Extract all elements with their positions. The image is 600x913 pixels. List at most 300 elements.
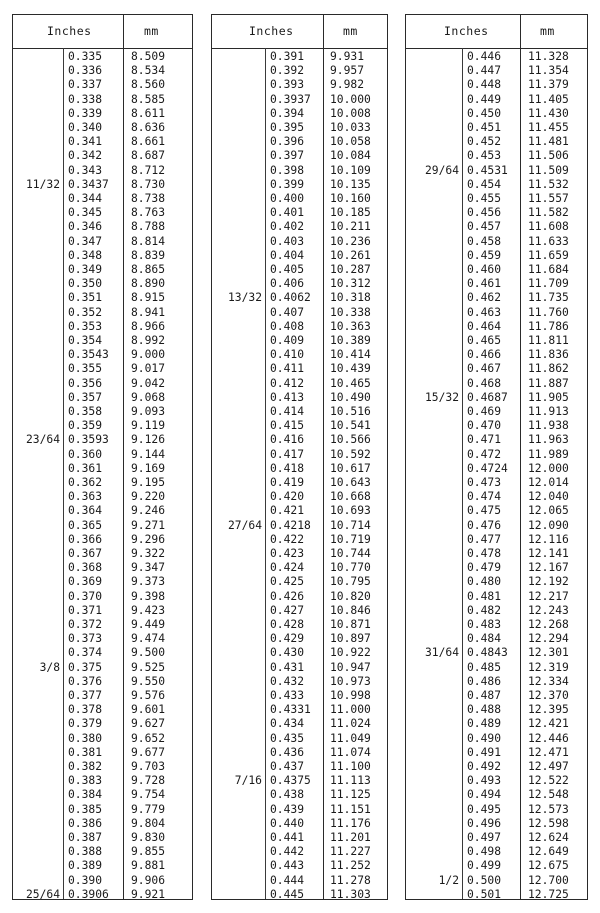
inches-header: Inches xyxy=(444,24,489,38)
table-row xyxy=(212,349,387,362)
inches-cell: 0.497 xyxy=(467,831,502,844)
table-row xyxy=(13,221,192,234)
inches-cell: 0.402 xyxy=(270,220,305,234)
fraction-cell: 3/8 xyxy=(39,660,60,674)
mm-cell: 8.712 xyxy=(131,163,166,177)
inches-cell: 0.440 xyxy=(270,816,305,830)
table-row xyxy=(13,463,192,476)
inches-cell: 0.483 xyxy=(467,618,502,631)
mm-cell: 10.617 xyxy=(330,461,371,475)
mm-cell: 11.786 xyxy=(528,319,569,333)
mm-cell: 9.677 xyxy=(131,745,166,759)
table-row xyxy=(212,463,387,476)
mm-cell: 9.703 xyxy=(131,760,166,773)
mm-cell: 11.328 xyxy=(528,50,569,63)
inches-cell: 0.4843 xyxy=(467,646,508,660)
inches-cell: 0.392 xyxy=(270,64,305,78)
mm-cell: 10.084 xyxy=(330,149,371,163)
fraction-cell: 7/16 xyxy=(234,774,262,788)
mm-cell: 8.585 xyxy=(131,92,166,106)
table-row xyxy=(13,747,192,760)
table-row xyxy=(212,307,387,320)
table-row xyxy=(212,122,387,135)
mm-cell: 9.347 xyxy=(131,561,166,575)
table-row xyxy=(212,363,387,376)
table-row xyxy=(13,832,192,845)
inches-cell: 0.400 xyxy=(270,192,305,205)
mm-cell: 12.319 xyxy=(528,660,569,674)
inches-cell: 0.421 xyxy=(270,504,305,518)
table-row xyxy=(212,420,387,433)
table-row xyxy=(406,221,587,234)
fraction-cell: 1/2 xyxy=(438,873,459,887)
table-row xyxy=(212,94,387,107)
table-row xyxy=(13,804,192,817)
inches-cell: 0.419 xyxy=(270,476,305,489)
table-row xyxy=(13,236,192,249)
table-row xyxy=(13,193,192,206)
inches-cell: 0.4331 xyxy=(270,703,311,717)
mm-cell: 9.000 xyxy=(131,348,166,362)
inches-cell: 0.347 xyxy=(68,234,103,248)
inches-cell: 0.3906 xyxy=(68,887,109,901)
mm-cell: 9.246 xyxy=(131,504,166,518)
mm-cell: 10.033 xyxy=(330,121,371,134)
mm-cell: 12.065 xyxy=(528,504,569,518)
table-row xyxy=(406,392,587,405)
mm-cell: 11.811 xyxy=(528,334,569,347)
inches-cell: 0.465 xyxy=(467,334,502,347)
mm-cell: 11.938 xyxy=(528,419,569,433)
mm-cell: 9.652 xyxy=(131,731,166,745)
table-header xyxy=(406,15,587,49)
mm-cell: 8.560 xyxy=(131,78,166,92)
mm-cell: 11.405 xyxy=(528,92,569,106)
table-row xyxy=(406,335,587,348)
inches-cell: 0.409 xyxy=(270,334,305,347)
mm-cell: 8.509 xyxy=(131,50,166,63)
mm-cell: 10.261 xyxy=(330,248,371,262)
table-row xyxy=(212,505,387,518)
inches-cell: 0.449 xyxy=(467,92,502,106)
inches-cell: 0.4687 xyxy=(467,390,508,404)
mm-cell: 8.534 xyxy=(131,64,166,78)
table-row xyxy=(406,65,587,78)
table-row xyxy=(212,562,387,575)
mm-cell: 11.506 xyxy=(528,149,569,163)
inches-cell: 0.428 xyxy=(270,618,305,631)
inches-cell: 0.434 xyxy=(270,717,305,731)
table-row xyxy=(406,747,587,760)
mm-cell: 10.135 xyxy=(330,177,371,191)
mm-cell: 9.068 xyxy=(131,390,166,404)
mm-cell: 9.982 xyxy=(330,78,365,92)
mm-cell: 11.113 xyxy=(330,774,371,788)
mm-cell: 10.338 xyxy=(330,305,371,319)
table-row xyxy=(13,207,192,220)
mm-cell: 11.455 xyxy=(528,121,569,134)
mm-cell: 10.770 xyxy=(330,561,371,575)
inches-cell: 0.438 xyxy=(270,788,305,802)
table-row xyxy=(212,647,387,660)
table-row xyxy=(13,591,192,604)
mm-cell: 11.201 xyxy=(330,831,371,844)
table-row xyxy=(13,647,192,660)
inches-cell: 0.469 xyxy=(467,405,502,418)
inches-cell: 0.467 xyxy=(467,362,502,376)
inches-cell: 0.383 xyxy=(68,774,103,788)
inches-cell: 0.450 xyxy=(467,106,502,120)
mm-cell: 9.550 xyxy=(131,674,166,688)
table-row xyxy=(406,548,587,561)
mm-cell: 9.144 xyxy=(131,447,166,461)
mm-cell: 9.126 xyxy=(131,433,166,447)
inches-cell: 0.470 xyxy=(467,419,502,433)
table-row xyxy=(406,662,587,675)
inches-cell: 0.4062 xyxy=(270,291,311,305)
mm-cell: 11.354 xyxy=(528,64,569,78)
table-row xyxy=(212,548,387,561)
table-row xyxy=(406,704,587,717)
inches-cell: 0.489 xyxy=(467,717,502,731)
mm-cell: 10.160 xyxy=(330,192,371,205)
mm-cell: 9.931 xyxy=(330,50,365,63)
mm-cell: 11.836 xyxy=(528,348,569,362)
inches-cell: 0.460 xyxy=(467,263,502,276)
inches-cell: 0.341 xyxy=(68,135,103,149)
inches-cell: 0.436 xyxy=(270,745,305,759)
mm-cell: 9.957 xyxy=(330,64,365,78)
table-row xyxy=(406,733,587,746)
inches-cell: 0.364 xyxy=(68,504,103,518)
table-row xyxy=(13,434,192,447)
mm-cell: 11.633 xyxy=(528,234,569,248)
table-row xyxy=(13,349,192,362)
mm-cell: 12.700 xyxy=(528,873,569,887)
mm-cell: 10.871 xyxy=(330,618,371,631)
table-row xyxy=(406,491,587,504)
table-row xyxy=(212,619,387,632)
mm-cell: 11.760 xyxy=(528,305,569,319)
mm-cell: 8.661 xyxy=(131,135,166,149)
mm-cell: 11.887 xyxy=(528,376,569,390)
inches-cell: 0.464 xyxy=(467,319,502,333)
inches-cell: 0.495 xyxy=(467,802,502,816)
inches-cell: 0.403 xyxy=(270,234,305,248)
inches-cell: 0.481 xyxy=(467,589,502,603)
table-row xyxy=(13,619,192,632)
inches-cell: 0.3593 xyxy=(68,433,109,447)
mm-cell: 11.608 xyxy=(528,220,569,234)
mm-cell: 11.509 xyxy=(528,163,569,177)
mm-cell: 9.017 xyxy=(131,362,166,376)
mm-cell: 11.582 xyxy=(528,206,569,220)
table-row xyxy=(13,875,192,888)
table-row xyxy=(13,477,192,490)
inches-cell: 0.458 xyxy=(467,234,502,248)
table-row xyxy=(13,775,192,788)
inches-cell: 0.494 xyxy=(467,788,502,802)
table-row xyxy=(212,236,387,249)
inches-cell: 0.352 xyxy=(68,305,103,319)
mm-cell: 12.294 xyxy=(528,632,569,646)
inches-cell: 0.362 xyxy=(68,476,103,489)
inches-cell: 0.435 xyxy=(270,731,305,745)
table-row xyxy=(406,789,587,802)
inches-cell: 0.378 xyxy=(68,703,103,717)
inches-cell: 0.338 xyxy=(68,92,103,106)
mm-cell: 9.119 xyxy=(131,419,166,433)
mm-cell: 11.000 xyxy=(330,703,371,717)
inches-cell: 0.373 xyxy=(68,632,103,646)
inches-cell: 0.385 xyxy=(68,802,103,816)
mm-cell: 10.318 xyxy=(330,291,371,305)
table-row xyxy=(406,846,587,859)
fraction-cell: 13/32 xyxy=(227,291,262,305)
table-row xyxy=(13,165,192,178)
table-row xyxy=(212,278,387,291)
mm-cell: 8.814 xyxy=(131,234,166,248)
table-row xyxy=(13,79,192,92)
table-row xyxy=(212,292,387,305)
conversion-table-2 xyxy=(211,14,388,900)
mm-cell: 9.093 xyxy=(131,405,166,418)
mm-cell: 10.465 xyxy=(330,376,371,390)
table-row xyxy=(212,250,387,263)
table-row xyxy=(212,136,387,149)
table-row xyxy=(406,278,587,291)
table-row xyxy=(13,534,192,547)
mm-cell: 10.973 xyxy=(330,674,371,688)
table-row xyxy=(13,363,192,376)
inches-cell: 0.443 xyxy=(270,859,305,873)
mm-cell: 12.675 xyxy=(528,859,569,873)
inches-cell: 0.473 xyxy=(467,476,502,489)
table-row xyxy=(212,207,387,220)
table-row xyxy=(13,264,192,277)
inches-cell: 0.372 xyxy=(68,618,103,631)
mm-cell: 10.414 xyxy=(330,348,371,362)
table-row xyxy=(406,193,587,206)
inches-cell: 0.350 xyxy=(68,277,103,291)
mm-cell: 11.430 xyxy=(528,106,569,120)
inches-cell: 0.3437 xyxy=(68,177,109,191)
mm-cell: 11.481 xyxy=(528,135,569,149)
table-row xyxy=(13,676,192,689)
inches-cell: 0.412 xyxy=(270,376,305,390)
mm-cell: 10.008 xyxy=(330,106,371,120)
mm-cell: 10.668 xyxy=(330,490,371,504)
table-row xyxy=(13,136,192,149)
inches-cell: 0.425 xyxy=(270,575,305,589)
mm-cell: 12.192 xyxy=(528,575,569,589)
inches-cell: 0.455 xyxy=(467,192,502,205)
inches-cell: 0.353 xyxy=(68,319,103,333)
conversion-table-3 xyxy=(405,14,588,900)
mm-cell: 9.322 xyxy=(131,547,166,560)
mm-cell: 12.370 xyxy=(528,689,569,702)
table-row xyxy=(212,591,387,604)
mm-cell: 10.714 xyxy=(330,518,371,532)
fraction-cell: 31/64 xyxy=(424,646,459,660)
mm-cell: 9.474 xyxy=(131,632,166,646)
inches-cell: 0.474 xyxy=(467,490,502,504)
inches-cell: 0.451 xyxy=(467,121,502,134)
mm-cell: 10.312 xyxy=(330,277,371,291)
inches-cell: 0.442 xyxy=(270,845,305,859)
mm-cell: 12.243 xyxy=(528,603,569,617)
inches-cell: 0.459 xyxy=(467,248,502,262)
inches-cell: 0.415 xyxy=(270,419,305,433)
mm-cell: 10.439 xyxy=(330,362,371,376)
inches-cell: 0.485 xyxy=(467,660,502,674)
inches-cell: 0.429 xyxy=(270,632,305,646)
table-row xyxy=(406,449,587,462)
inches-cell: 0.377 xyxy=(68,689,103,702)
mm-cell: 9.804 xyxy=(131,816,166,830)
inches-cell: 0.408 xyxy=(270,319,305,333)
inches-cell: 0.382 xyxy=(68,760,103,773)
table-row xyxy=(212,193,387,206)
mm-cell: 10.236 xyxy=(330,234,371,248)
inches-cell: 0.379 xyxy=(68,717,103,731)
mm-cell: 10.846 xyxy=(330,603,371,617)
table-header xyxy=(13,15,192,49)
mm-cell: 12.725 xyxy=(528,887,569,901)
inches-cell: 0.386 xyxy=(68,816,103,830)
table-row xyxy=(212,818,387,831)
table-row xyxy=(406,292,587,305)
mm-cell: 9.423 xyxy=(131,603,166,617)
mm-cell: 10.490 xyxy=(330,390,371,404)
mm-cell: 12.624 xyxy=(528,831,569,844)
mm-cell: 12.446 xyxy=(528,731,569,745)
mm-cell: 10.058 xyxy=(330,135,371,149)
table-row xyxy=(212,704,387,717)
table-row xyxy=(406,79,587,92)
inches-cell: 0.335 xyxy=(68,50,103,63)
mm-cell: 9.881 xyxy=(131,859,166,873)
mm-cell: 11.176 xyxy=(330,816,371,830)
table-row xyxy=(13,818,192,831)
table-row xyxy=(406,804,587,817)
table-row xyxy=(406,889,587,902)
inches-cell: 0.488 xyxy=(467,703,502,717)
inches-cell: 0.376 xyxy=(68,674,103,688)
inches-cell: 0.368 xyxy=(68,561,103,575)
inches-cell: 0.388 xyxy=(68,845,103,859)
mm-cell: 9.855 xyxy=(131,845,166,859)
table-row xyxy=(406,378,587,391)
mm-cell: 10.363 xyxy=(330,319,371,333)
inches-cell: 0.348 xyxy=(68,248,103,262)
inches-cell: 0.446 xyxy=(467,50,502,63)
mm-cell: 8.763 xyxy=(131,206,166,220)
inches-cell: 0.358 xyxy=(68,405,103,418)
mm-cell: 12.014 xyxy=(528,476,569,489)
fraction-cell: 29/64 xyxy=(424,163,459,177)
inches-cell: 0.414 xyxy=(270,405,305,418)
mm-cell: 8.915 xyxy=(131,291,166,305)
inches-cell: 0.405 xyxy=(270,263,305,276)
fraction-cell: 25/64 xyxy=(25,887,60,901)
mm-cell: 12.395 xyxy=(528,703,569,717)
table-row xyxy=(212,335,387,348)
table-row xyxy=(13,505,192,518)
inches-cell: 0.500 xyxy=(467,873,502,887)
inches-cell: 0.3937 xyxy=(270,92,311,106)
inches-cell: 0.431 xyxy=(270,660,305,674)
table-row xyxy=(406,108,587,121)
inches-cell: 0.432 xyxy=(270,674,305,688)
inches-cell: 0.399 xyxy=(270,177,305,191)
table-row xyxy=(406,122,587,135)
fraction-cell: 23/64 xyxy=(25,433,60,447)
table-row xyxy=(13,292,192,305)
mm-cell: 8.941 xyxy=(131,305,166,319)
table-row xyxy=(13,690,192,703)
mm-cell: 9.042 xyxy=(131,376,166,390)
mm-header: mm xyxy=(144,24,159,38)
inches-cell: 0.357 xyxy=(68,390,103,404)
table-row xyxy=(212,108,387,121)
table-row xyxy=(212,775,387,788)
inches-cell: 0.355 xyxy=(68,362,103,376)
mm-cell: 12.090 xyxy=(528,518,569,532)
table-row xyxy=(406,434,587,447)
inches-cell: 0.413 xyxy=(270,390,305,404)
mm-cell: 8.730 xyxy=(131,177,166,191)
mm-cell: 9.627 xyxy=(131,717,166,731)
table-row xyxy=(406,264,587,277)
mm-cell: 11.735 xyxy=(528,291,569,305)
mm-header: mm xyxy=(540,24,555,38)
table-row xyxy=(13,704,192,717)
inches-cell: 0.456 xyxy=(467,206,502,220)
inches-cell: 0.342 xyxy=(68,149,103,163)
mm-cell: 10.592 xyxy=(330,447,371,461)
table-row xyxy=(212,875,387,888)
table-row xyxy=(212,221,387,234)
inches-cell: 0.448 xyxy=(467,78,502,92)
table-row xyxy=(212,846,387,859)
table-row xyxy=(406,420,587,433)
inches-cell: 0.424 xyxy=(270,561,305,575)
inches-cell: 0.427 xyxy=(270,603,305,617)
inches-cell: 0.407 xyxy=(270,305,305,319)
table-row xyxy=(406,562,587,575)
inches-cell: 0.430 xyxy=(270,646,305,660)
mm-cell: 11.989 xyxy=(528,447,569,461)
table-row xyxy=(406,591,587,604)
table-row xyxy=(406,406,587,419)
mm-cell: 10.897 xyxy=(330,632,371,646)
mm-cell: 9.373 xyxy=(131,575,166,589)
inches-cell: 0.404 xyxy=(270,248,305,262)
table-row xyxy=(406,534,587,547)
mm-cell: 10.389 xyxy=(330,334,371,347)
mm-cell: 9.906 xyxy=(131,873,166,887)
table-row xyxy=(212,733,387,746)
mm-cell: 10.541 xyxy=(330,419,371,433)
table-row xyxy=(13,94,192,107)
table-row xyxy=(406,236,587,249)
inches-cell: 0.4724 xyxy=(467,461,508,475)
table-row xyxy=(13,108,192,121)
table-row xyxy=(13,520,192,533)
table-row xyxy=(13,662,192,675)
table-row xyxy=(13,633,192,646)
